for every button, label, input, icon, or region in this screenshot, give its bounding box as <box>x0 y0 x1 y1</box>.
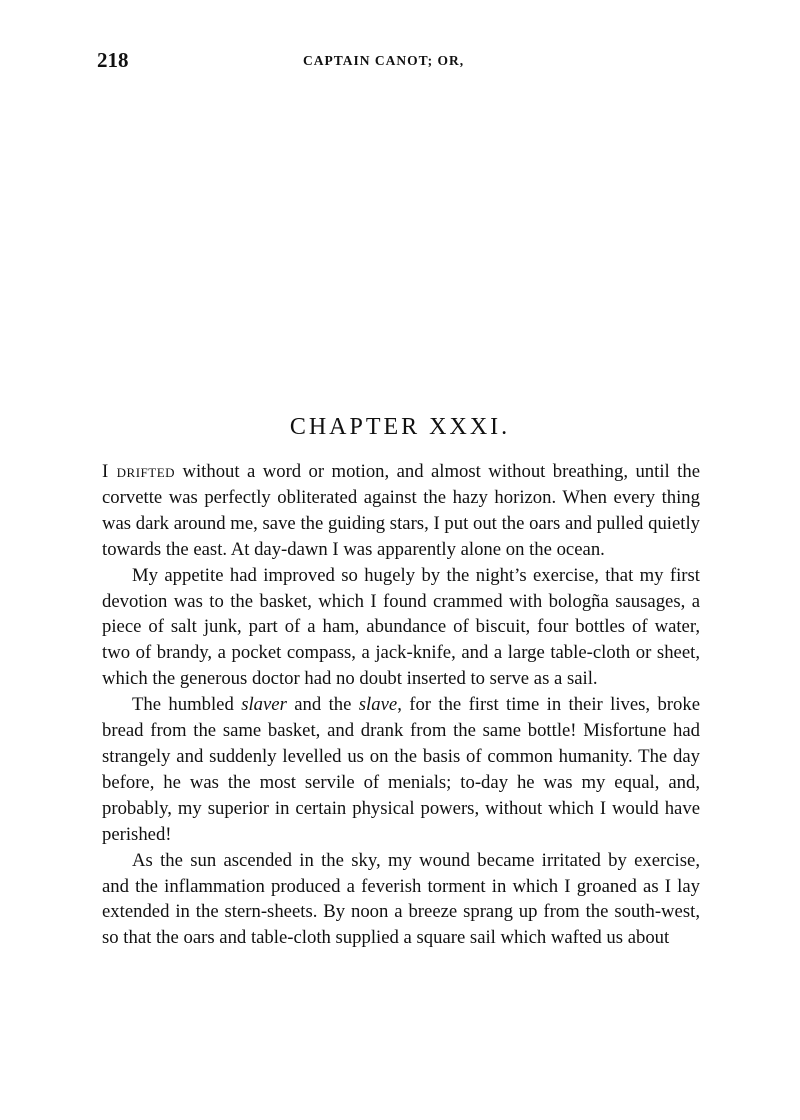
paragraph-text: As the sun ascended in the sky, my wound became irritated by exercise, and the inflammation produced a feverish torment in which I groaned as I lay extended in the stern-sheets. By noon a breeze sprang up from the south-west, so that the oars and table-cloth supplied a square sail which wafted us about <box>102 849 700 949</box>
paragraph <box>102 848 700 952</box>
paragraph-text: without a word or motion, and almost without breathing, until the corvette was perfectly obliterated against the hazy horizon. When every thing was dark around me, save the guiding stars, I put out the oars and pulled quietly towards the east. At day-dawn I was apparently alone on the ocean. <box>102 461 700 560</box>
paragraph-text: and the <box>286 694 359 716</box>
body-text <box>102 459 700 951</box>
paragraph-text: My appetite had improved so hugely by the night’s exercise, that my first devotion was to the basket, which I found crammed with bologña sausages, a piece of salt junk, part of a ham, abundance of biscuit, four bottles of water, two of brandy, a pocket compass, a jack-knife, and a large table-cloth or sheet, which the generous doctor had no doubt inserted to serve as a sail. <box>102 564 700 690</box>
page-number: 218 <box>97 48 129 72</box>
paragraph-text: , for the first time in their lives, broke bread from the same basket, and drank from the same bottle! Misfortune had strangely and suddenly levelled us on the basis of common humanity. The day before, he was the most servile of menials; to-day he was my equal, and, probably, my superior in certain physical powers, without which I would have perished! <box>102 694 701 845</box>
chapter-heading: CHAPTER XXXI. <box>289 413 511 440</box>
emphasis-slave: slave <box>358 694 398 716</box>
opening-words: I drifted <box>102 461 176 482</box>
paragraph <box>102 563 700 693</box>
paragraph <box>102 692 700 847</box>
running-head <box>97 48 700 74</box>
paragraph-text: The humbled <box>132 694 242 716</box>
running-title: CAPTAIN CANOT; OR, <box>303 53 465 68</box>
emphasis-slaver: slaver <box>241 694 287 716</box>
paragraph <box>102 459 700 563</box>
